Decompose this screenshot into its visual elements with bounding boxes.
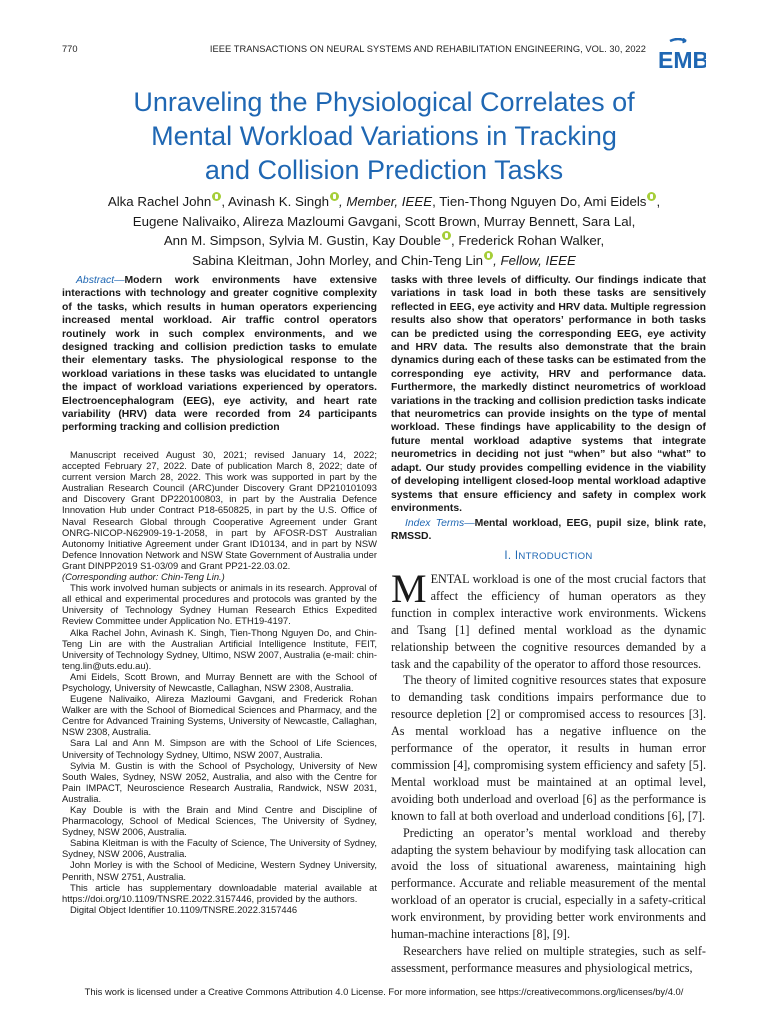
orcid-icon[interactable] xyxy=(442,231,451,240)
svg-text:EMB: EMB xyxy=(658,47,706,73)
index-terms-label: Index Terms— xyxy=(405,518,475,529)
journal-name: IEEE TRANSACTIONS ON NEURAL SYSTEMS AND REHABILITATION ENGINEERING, VOL. 30, 2022 xyxy=(209,44,646,54)
orcid-icon[interactable] xyxy=(484,251,493,260)
footnote-affiliation: Alka Rachel John, Avinash K. Singh, Tien-Thong Nguyen Do, and Chin-Teng Lin are with the Australian Artificial Intelligence Institute, FEIT, University of Technology Sydney, Ultimo, NSW 2007, Australia (e-mail: chin-teng.lin@uts.edu.au). xyxy=(62,626,377,671)
footnote-affiliation: John Morley is with the School of Medicine, Western Sydney University, Penrith, NSW 2751, Australia. xyxy=(62,859,377,882)
abstract-label: Abstract— xyxy=(76,275,125,286)
abstract-left-column xyxy=(62,274,377,435)
footnote-affiliation: Sara Lal and Ann M. Simpson are with the School of Life Sciences, University of Technology Sydney, Ultimo, NSW 2007, Australia. xyxy=(62,737,377,760)
drop-cap: M xyxy=(391,566,427,611)
orcid-icon[interactable] xyxy=(212,192,221,201)
author-list: Alka Rachel John , Avinash K. Singh , Member, IEEE, Tien-Thong Nguyen Do, Ami Eidels , Eugene Nalivaiko, Alireza Mazloumi Gavgani, Scott Brown, Murray Bennett, Sara Lal, Ann M. Simpson, Sylvia M. Gustin, Kay Double , Frederick Rohan Walker, Sabina Kleitman, John Morley, and Chin-Teng Lin , Fellow, IEEE xyxy=(107,194,661,268)
emb-logo-icon xyxy=(656,38,706,76)
body-paragraph: The theory of limited cognitive resources states that exposure to demanding task conditions impairs performance due to resource depletion [2] or compromised access to resources [3]. As mental workload has a negative influence on the performance of the operator, it results in human error commission [4], compromising system efficiency and safety [5]. Mental workload must be maintained at an optimal level, avoiding both underload and overload [6] as the performance is known to fall at both overload and underload conditions [6], [7]. xyxy=(391,673,706,823)
abstract-text-left: Modern work environments have extensive interactions with technology and greater cognitive complexity of the tasks, which results in human operators experiencing increased mental workload. Air traffic control operators routinely work in such complex environments, and we designed tracking and collision prediction tasks to emulate their elementary tasks. The physiological response to the workload variations in these tasks was elucidated to untangle the impact of workload variations experienced by operators. Electroencephalogram (EEG), eye activity, and heart rate variability (HRV) data were recorded from 24 participants performing tracking and collision prediction xyxy=(62,275,377,434)
abstract-right-column: tasks with three levels of difficulty. Our findings indicate that variations in task load in both these tasks are sensitively reflected in EEG, eye activity and HRV data. Multiple regression results also show that operators’ performance in both tasks can be predicted using the corresponding EEG, eye activity and HRV data. The results also demonstrate that the brain dynamics during each of these tasks can be estimated from the corresponding eye activity, HRV and performance data. Furthermore, the markedly distinct neurometrics of workload variations in the tracking and collision prediction tasks indicate that neurometrics can provide insights on the type of mental workload. These findings have applicability to the design of future mental workload adaptive systems that integrate neurometrics in deciding not just “when” but also “what” to adapt. Our study provides compelling evidence in the viability of developing intelligent closed-loop mental workload adaptive systems that ensure efficiency and safety in complex work environments. xyxy=(391,275,706,514)
footnote-affiliation: Ami Eidels, Scott Brown, and Murray Bennett are with the School of Psychology, University of Newcastle, Callaghan, NSW 2308, Australia. xyxy=(62,670,377,693)
license-footer: This work is licensed under a Creative Commons Attribution 4.0 License. For more information, see https://creativecommons.org/licenses/by/4.0/ xyxy=(84,986,684,997)
footnote-ethics: This work involved human subjects or animals in its research. Approval of all ethical and experimental procedures and protocols was granted by the University of Technology Sydney Human Research Ethics Expedited Review Committee under Application No. ETH19-4197. xyxy=(62,582,377,627)
footnote-doi: Digital Object Identifier 10.1109/TNSRE.2022.3157446 xyxy=(70,903,298,915)
footnote-affiliation: Eugene Nalivaiko, Alireza Mazloumi Gavgani, and Frederick Rohan Walker are with the School of Biomedical Sciences and Pharmacy, and the Centre for Advanced Training Systems, University of Newcastle, Callaghan, NSW 2308, Australia. xyxy=(62,693,377,738)
footnote-affiliation: Kay Double is with the Brain and Mind Centre and Discipline of Pharmacology, School of Medical Sciences, The University of Sydney, Sydney, NSW 2006, Australia. xyxy=(62,804,377,838)
orcid-icon[interactable] xyxy=(330,192,339,201)
footnote-affiliation: Sylvia M. Gustin is with the School of Psychology, University of New South Wales, Sydney, NSW 2052, Australia, and also with the Centre for Pain IMPACT, Neuroscience Research Australia, Randwick, NSW 2031, Australia. xyxy=(62,759,377,804)
footnote-affiliation: Sabina Kleitman is with the Faculty of Science, The University of Sydney, Sydney, NSW 2006, Australia. xyxy=(62,837,377,860)
body-text xyxy=(391,566,706,977)
footnote-supplementary: This article has supplementary downloadable material available at https://doi.org/10.1109/TNSRE.2022.3157446, provided by the authors. xyxy=(62,881,377,904)
footnote-manuscript: Manuscript received August 30, 2021; revised January 14, 2022; accepted February 27, 2022. Date of publication March 8, 2022; date of current version March 28, 2022. This work was supported in part by the Australian Research Council (ARC)under Discovery Grant DP210101093 and Discovery Grant DP220100803, in part by the Australia Defence Innovation Hub under Contract P18-650825, in part by the U.S. Office of Naval Research Global through Cooperative Agreement under Grant ONRG-NICOP-N62909-19-1-2058, in part by AFOSR-DST Australian Autonomy Initiative Agreement under Grant ID10134, and in part by NSW Defence Innovation Network and NSW State Government of Australia under Grant DINPP2019 S1-03/09 and Grant PP21-22.03.02. (Corresponding author: Chin-Teng Lin.) xyxy=(62,449,377,583)
body-paragraph: Predicting an operator’s mental workload and thereby adapting the system behaviour by modifying task allocation can avoid the loss of situational awareness, maintaining high performance. Accurate and reliable measurement of the mental workload of an operator is crucial, especially in a safety-critical work environment, by providing better work environments and human-machine interactions [8], [9]. xyxy=(391,825,706,942)
index-terms: Index Terms—Mental workload, EEG, pupil size, blink rate, RMSSD. xyxy=(391,518,707,543)
footnotes xyxy=(62,449,377,915)
paper-title: Unraveling the Physiological Correlates of Mental Workload Variations in Tracking and Collision Prediction Tasks xyxy=(133,87,635,185)
section-heading-introduction: I. INTRODUCTION xyxy=(504,550,593,562)
page-number: 770 xyxy=(62,44,78,54)
running-header xyxy=(62,44,706,60)
body-paragraph: MENTAL workload is one of the most crucial factors that affect the efficiency of human operators as they function in complex interactive work environments. Wickens and Tsang [1] defined mental workload as the dynamic relationship between the cognitive resources demanded by a task and the capability of the operator to afford those resources. xyxy=(391,566,706,671)
body-paragraph: Researchers have relied on multiple strategies, such as self-assessment, performance measures and physiological metrics, xyxy=(391,943,706,975)
